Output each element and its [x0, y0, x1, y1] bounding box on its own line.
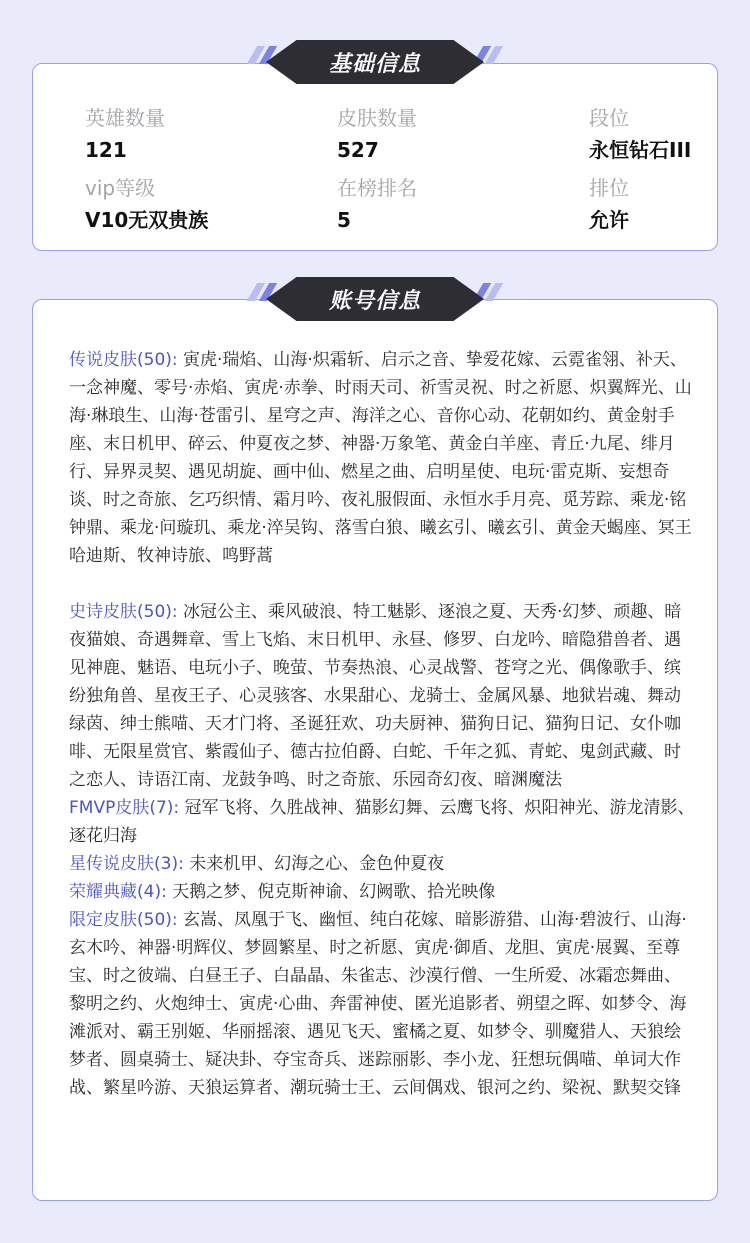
skin-group-items: 天鹅之梦、倪克斯神谕、幻阙歌、拾光映像: [172, 882, 496, 902]
stat-label: 皮肤数量: [337, 106, 417, 130]
account-info-header: [250, 277, 500, 321]
stat-skin-count: [337, 104, 537, 164]
skin-group-fmvp: [69, 794, 695, 850]
skin-group-items: 玄嵩、凤凰于飞、幽恒、纯白花嫁、暗影游猎、山海·碧波行、山海·玄木吟、神器·明辉仪、梦圆繁星、时之祈愿、寅虎·御盾、龙胆、寅虎·展翼、至尊宝、时之彼端、白昼王子、白晶晶、朱雀志、沙漠行僧、一生所爱、冰霜恋舞曲、黎明之约、火炮绅士、寅虎·心曲、奔雷神使、匿光追影者、朔望之晖、如梦令、海滩派对、霸王别姬、华丽摇滚、遇见飞天、蜜橘之夏、如梦令、驯魔猎人、天狼绘梦者、圆桌骑士、疑决卦、夺宝奇兵、迷踪丽影、李小龙、狂想玩偶喵、单词大作战、繁星吟游、天狼运算者、潮玩骑士王、云间偶戏、银河之约、梁祝、默契交锋: [69, 910, 687, 1098]
stat-label: 排位: [589, 176, 629, 200]
basic-info-title: 基础信息: [328, 51, 421, 77]
stat-value: V10无双贵族: [85, 208, 209, 232]
basic-info-header: [250, 40, 500, 84]
skin-group-items: 未来机甲、幻海之心、金色仲夏夜: [189, 854, 445, 874]
basic-info-card: [32, 63, 718, 251]
stat-value: 5: [337, 208, 351, 232]
skin-group-name: 限定皮肤(50):: [69, 910, 178, 930]
skin-group-name: 荣耀典藏(4):: [69, 882, 167, 902]
stat-value: 允许: [589, 208, 629, 232]
stat-label: 在榜排名: [337, 176, 417, 200]
skin-group-name: 传说皮肤(50):: [69, 350, 178, 370]
stat-vip-level: [85, 174, 285, 234]
stat-ranked-allowed: [589, 174, 713, 234]
skin-group-items: 寅虎·瑞焰、山海·炽霜斩、启示之音、挚爱花嫁、云霓雀翎、补天、一念神魔、零号·赤焰、寅虎·赤拳、时雨天司、祈雪灵祝、时之祈愿、炽翼辉光、山海·琳琅生、山海·苍雷引、星穹之声、海洋之心、音你心动、花朝如约、黄金射手座、末日机甲、碎云、仲夏夜之梦、神器·万象笔、黄金白羊座、青丘·九尾、绯月行、异界灵契、遇见胡旋、画中仙、燃星之曲、启明星使、电玩·雷克斯、妄想奇谈、时之奇旅、乞巧织情、霜月吟、夜礼服假面、永恒水手月亮、觅芳踪、乘龙·铭钟鼎、乘龙·问璇玑、乘龙·淬吴钩、落雪白狼、曦玄引、曦玄引、黄金天蝎座、冥王哈迪斯、牧神诗旅、鸣野蒿: [69, 350, 692, 566]
skin-group-epic: [69, 598, 695, 794]
stat-leaderboard-rank: [337, 174, 537, 234]
skin-group-name: 星传说皮肤(3):: [69, 854, 184, 874]
skin-group-limited: [69, 906, 695, 1102]
skin-group-star-legend: [69, 850, 695, 878]
account-info-card: [32, 299, 718, 1201]
stat-hero-count: [85, 104, 285, 164]
stat-label: vip等级: [85, 176, 156, 200]
skin-group-items: 冰冠公主、乘风破浪、特工魅影、逐浪之夏、天秀·幻梦、顽趣、暗夜猫娘、奇遇舞章、雪上飞焰、末日机甲、永昼、修罗、白龙吟、暗隐猎兽者、遇见神鹿、魅语、电玩小子、晚萤、节奏热浪、心灵战警、苍穹之光、偶像歌手、缤纷独角兽、星夜王子、心灵骇客、水果甜心、龙骑士、金属风暴、地狱岩魂、舞动绿茵、绅士熊喵、天才门将、圣诞狂欢、功夫厨神、猫狗日记、猫狗日记、女仆咖啡、无限星赏官、紫霞仙子、德古拉伯爵、白蛇、千年之狐、青蛇、鬼剑武藏、时之恋人、诗语江南、龙鼓争鸣、时之奇旅、乐园奇幻夜、暗渊魔法: [69, 602, 682, 790]
skin-group-glory-collection: [69, 878, 695, 906]
stat-value: 121: [85, 138, 127, 162]
stat-value: 永恒钻石III: [589, 138, 692, 162]
stat-value: 527: [337, 138, 379, 162]
skin-group-name: FMVP皮肤(7):: [69, 798, 180, 818]
skin-list: [69, 346, 695, 1102]
stat-label: 段位: [589, 106, 629, 130]
skin-group-items: 冠军飞将、久胜战神、猫影幻舞、云鹰飞将、炽阳神光、游龙清影、逐花归海: [69, 798, 695, 846]
stat-rank-tier: [589, 104, 713, 164]
skin-group-legend: [69, 346, 695, 570]
skin-group-name: 史诗皮肤(50):: [69, 602, 178, 622]
stat-label: 英雄数量: [85, 106, 165, 130]
account-info-title: 账号信息: [328, 288, 421, 314]
